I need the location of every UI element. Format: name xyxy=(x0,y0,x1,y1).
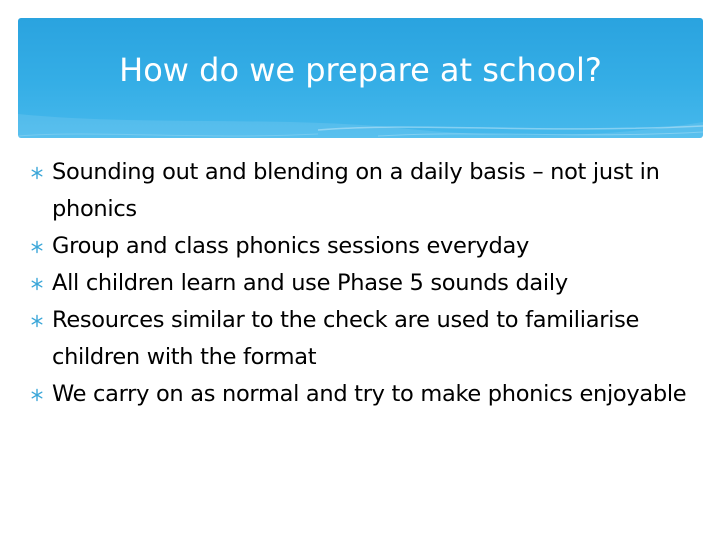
bullet-list xyxy=(30,154,700,413)
list-item xyxy=(30,376,700,413)
bullet-text: All children learn and use Phase 5 sounds daily xyxy=(52,270,568,296)
bullet-text: Resources similar to the check are used to familiarise children with the format xyxy=(52,307,640,370)
asterisk-bullet-icon xyxy=(30,314,44,328)
list-item xyxy=(30,154,700,228)
bullet-text: We carry on as normal and try to make phonics enjoyable xyxy=(52,381,687,407)
asterisk-bullet-icon xyxy=(30,166,44,180)
bullet-text: Group and class phonics sessions everyday xyxy=(52,233,530,259)
asterisk-bullet-icon xyxy=(30,388,44,402)
list-item xyxy=(30,265,700,302)
list-item xyxy=(30,228,700,265)
title-banner xyxy=(18,18,703,138)
asterisk-bullet-icon xyxy=(30,240,44,254)
asterisk-bullet-icon xyxy=(30,277,44,291)
bullet-text: Sounding out and blending on a daily basis – not just in phonics xyxy=(52,159,660,222)
slide-title: How do we prepare at school? xyxy=(119,51,602,89)
list-item xyxy=(30,302,700,376)
